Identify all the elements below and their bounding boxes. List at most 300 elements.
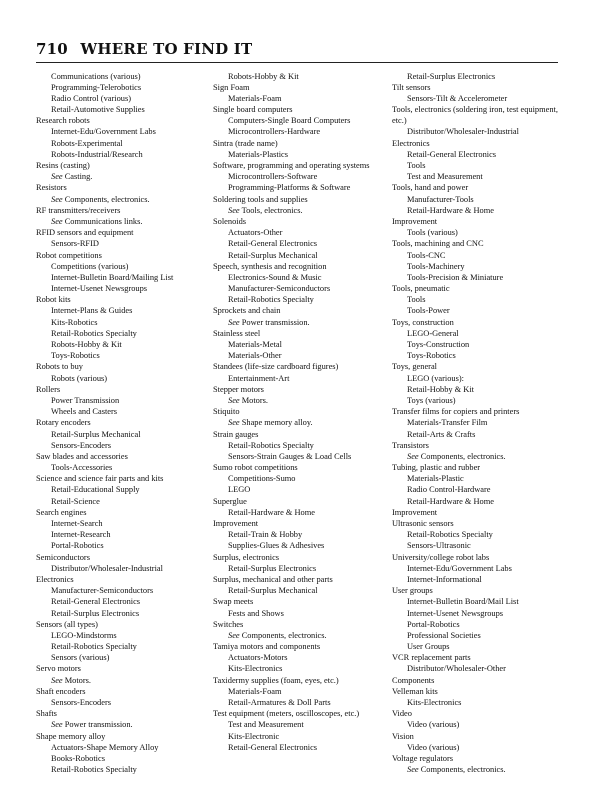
index-entry-text: Power transmission. (64, 720, 133, 730)
index-subentry (392, 719, 572, 730)
index-entry-text: Tools-Machinery (407, 261, 465, 271)
index-entry-text: Retail-Robotics Specialty (51, 328, 137, 338)
see-reference-label: See (51, 675, 63, 685)
index-entry-text: Distributor/Wholesaler-Industrial (407, 127, 519, 137)
index-subentry (36, 406, 216, 417)
see-reference-label: See (228, 317, 240, 327)
see-reference-label: See (51, 172, 63, 182)
index-entry-text: Manufacturer-Semiconductors (228, 284, 331, 294)
index-entry-text: Taxidermy supplies (foam, eyes, etc.) (213, 675, 339, 685)
index-entry-text: VCR replacement parts (392, 653, 471, 663)
see-reference-label: See (51, 194, 63, 204)
index-entry-text: Materials-Plastic (407, 474, 464, 484)
index-entry-text: Shafts (36, 709, 57, 719)
index-subentry (213, 71, 393, 82)
index-subentry (213, 484, 393, 495)
see-reference-label: See (228, 395, 240, 405)
index-subentry (392, 384, 572, 395)
index-entry-text: Soldering tools and supplies (213, 194, 308, 204)
index-subentry (213, 585, 393, 596)
index-subentry (392, 294, 572, 305)
index-entry-text: Sensors-Ultrasonic (407, 541, 471, 551)
index-entry-text: Stepper motors (213, 384, 264, 394)
index-subentry (36, 71, 216, 82)
index-subentry (213, 440, 393, 451)
index-entry-text: Motors. (64, 675, 92, 685)
index-subentry (392, 417, 572, 428)
index-entry-text: User groups (392, 586, 433, 596)
index-entry-text: Retail-Surplus Mechanical (228, 250, 318, 260)
index-entry-text: Toys-Construction (407, 340, 470, 350)
index-entry (213, 619, 393, 630)
index-entry-text: Robots-Industrial/Research (51, 149, 143, 159)
index-entry-text: Tools-Power (407, 306, 450, 316)
index-entry-text: Internet-Research (51, 530, 111, 540)
index-entry-text: Retail-Robotics Specialty (51, 765, 137, 775)
index-entry-text: Solenoids (213, 216, 247, 226)
index-entry-text: Microcontrollers-Software (228, 172, 318, 182)
index-entry-text: Retail-General Electronics (51, 597, 141, 607)
index-entry-text: Tools-Accessories (51, 463, 113, 473)
index-entry-text: Surplus, mechanical and other parts (213, 574, 333, 584)
index-subentry (392, 194, 572, 205)
index-subentry (213, 227, 393, 238)
index-entry (392, 507, 572, 518)
index-subentry (392, 619, 572, 630)
index-subentry (392, 429, 572, 440)
index-entry-text: Robot kits (36, 295, 71, 305)
index-entry-text: Communications links. (64, 216, 143, 226)
index-entry-text: Sign Foam (213, 82, 250, 92)
index-entry (392, 585, 572, 596)
index-entry-text: Actuators-Shape Memory Alloy (51, 742, 159, 752)
index-entry (392, 82, 572, 93)
index-entry (213, 552, 393, 563)
index-subentry (36, 305, 216, 316)
index-entry (36, 115, 216, 126)
index-entry-text: RF transmitters/receivers (36, 205, 121, 215)
index-entry (36, 294, 216, 305)
index-subentry (213, 283, 393, 294)
index-entry-text: Retail-Surplus Electronics (228, 563, 317, 573)
index-entry-text: Improvement (392, 507, 438, 517)
index-subentry (392, 272, 572, 283)
index-entry-text: Single board computers (213, 105, 293, 115)
index-subentry (392, 663, 572, 674)
index-entry-text: Retail-Armatures & Doll Parts (228, 698, 331, 708)
index-entry-text: Retail-Surplus Mechanical (228, 586, 318, 596)
index-entry-text: Internet-Edu/Government Labs (51, 127, 156, 137)
index-subentry (36, 585, 216, 596)
page-number: 710 (36, 40, 68, 58)
index-entry (213, 160, 381, 171)
index-entry (213, 328, 393, 339)
index-entry (36, 507, 216, 518)
index-entry-text: Kits-Electronic (228, 731, 280, 741)
index-entry-text: Communications (various) (51, 71, 141, 81)
index-entry (392, 406, 572, 417)
index-subentry (36, 484, 216, 495)
index-subentry (392, 261, 572, 272)
index-entry-text: Servo motors (36, 664, 81, 674)
index-subentry (36, 395, 216, 406)
index-subentry (392, 250, 572, 261)
index-entry-text: Toys-Robotics (51, 351, 100, 361)
index-entry-text: Swap meets (213, 597, 254, 607)
index-subentry (392, 742, 572, 753)
index-subentry (213, 608, 393, 619)
index-entry (36, 552, 216, 563)
index-subentry (392, 149, 572, 160)
index-entry-text: Distributor/Wholesaler-Industrial (51, 563, 163, 573)
see-reference-label: See (51, 216, 63, 226)
index-entry (392, 182, 572, 193)
index-entry-text: Internet-Usenet Newsgroups (407, 608, 504, 618)
index-entry (36, 731, 216, 742)
index-entry (392, 216, 572, 227)
index-entry-text: Surplus, electronics (213, 552, 280, 562)
index-subentry (392, 93, 572, 104)
see-reference-label: See (407, 765, 419, 775)
index-entry-text: Robots (various) (51, 373, 108, 383)
index-entry-text: Tamiya motors and components (213, 642, 321, 652)
index-entry-text: Electronics (36, 574, 74, 584)
index-entry-text: Materials-Foam (228, 686, 282, 696)
index-subentry (392, 160, 572, 171)
index-entry-text: University/college robot labs (392, 552, 490, 562)
index-entry-text: Internet-Bulletin Board/Mailing List (51, 272, 174, 282)
index-entry (213, 104, 393, 115)
index-subentry (213, 250, 393, 261)
index-entry-text: Retail-Robotics Specialty (407, 530, 493, 540)
index-subentry (213, 451, 393, 462)
index-entry-text: RFID sensors and equipment (36, 228, 134, 238)
index-subentry (213, 205, 393, 216)
index-subentry (36, 429, 216, 440)
index-entry-text: Stainless steel (213, 328, 261, 338)
index-entry (36, 708, 216, 719)
index-entry (213, 138, 393, 149)
index-entry (213, 708, 381, 719)
index-entry-text: Tools, pneumatic (392, 284, 450, 294)
index-entry-text: Retail-Train & Hobby (228, 530, 303, 540)
index-entry-text: Computers-Single Board Computers (228, 116, 351, 126)
index-entry-text: Internet-Bulletin Board/Mail List (407, 597, 519, 607)
index-subentry (392, 563, 572, 574)
index-entry (392, 652, 572, 663)
index-entry-text: Toys, general (392, 362, 437, 372)
index-entry (36, 205, 216, 216)
index-entry-text: Search engines (36, 507, 87, 517)
index-subentry (213, 563, 393, 574)
index-subentry (36, 753, 216, 764)
index-subentry (36, 630, 216, 641)
index-entry (36, 663, 216, 674)
index-entry-text: Electronics-Sound & Music (228, 272, 322, 282)
index-subentry (213, 294, 393, 305)
index-subentry (213, 339, 393, 350)
index-subentry (36, 518, 216, 529)
index-subentry (213, 686, 393, 697)
index-entry-text: Rollers (36, 384, 61, 394)
index-entry-text: Retail-Hobby & Kit (407, 384, 474, 394)
index-entry-text: Components, electronics. (241, 630, 327, 640)
index-entry-text: Voltage regulators (392, 753, 454, 763)
index-subentry (36, 317, 216, 328)
index-entry-text: Portal-Robotics (407, 619, 460, 629)
index-entry (36, 574, 216, 585)
index-subentry (213, 540, 393, 551)
index-entry-text: Radio Control-Hardware (407, 485, 491, 495)
index-entry-text: Materials-Other (228, 351, 282, 361)
index-entry (36, 227, 216, 238)
index-entry (392, 675, 572, 686)
index-entry-text: Video (various) (407, 742, 460, 752)
index-entry-text: LEGO (various): (407, 373, 464, 383)
index-subentry (392, 764, 572, 775)
index-entry-text: Retail-Robotics Specialty (228, 440, 314, 450)
index-subentry (36, 138, 216, 149)
index-entry-text: Retail-General Electronics (228, 239, 318, 249)
index-entry (392, 462, 572, 473)
index-column-3 (392, 71, 572, 776)
index-subentry (213, 652, 393, 663)
index-entry (213, 675, 393, 686)
index-subentry (392, 227, 572, 238)
index-subentry (213, 395, 393, 406)
index-subentry (392, 540, 572, 551)
index-entry-text: Kits-Electronics (228, 664, 283, 674)
index-entry-text: Tilt sensors (392, 82, 431, 92)
index-entry-text: Strain gauges (213, 429, 259, 439)
index-subentry (213, 630, 393, 641)
index-subentry (36, 126, 216, 137)
index-subentry (36, 194, 216, 205)
index-subentry (213, 115, 393, 126)
index-column-2 (213, 71, 393, 753)
index-subentry (213, 182, 393, 193)
index-subentry (36, 272, 216, 283)
index-entry-text: Sensors-RFID (51, 239, 99, 249)
index-subentry (36, 496, 216, 507)
index-subentry (213, 529, 393, 540)
index-subentry (392, 328, 572, 339)
index-subentry (36, 440, 216, 451)
index-entry-text: Tools, electronics (soldering iron, test equipment, etc.) (392, 105, 558, 126)
index-entry-text: Software, programming and operating systems (213, 161, 370, 170)
index-entry-text: Retail-Robotics Specialty (228, 295, 314, 305)
index-entry-text: Tools-Precision & Miniature (407, 272, 504, 282)
index-subentry (36, 339, 216, 350)
index-subentry (213, 373, 393, 384)
index-entry (36, 619, 216, 630)
index-entry-text: Sensors-Encoders (51, 440, 112, 450)
index-subentry (392, 496, 572, 507)
index-entry-text: Speech, synthesis and recognition (213, 261, 327, 271)
index-entry-text: Materials-Transfer Film (407, 418, 488, 428)
index-subentry (213, 697, 393, 708)
index-entry (213, 462, 393, 473)
index-entry (392, 518, 572, 529)
index-entry-text: Sumo robot competitions (213, 463, 298, 473)
index-entry (392, 708, 572, 719)
index-entry-text: LEGO-Mindstorms (51, 630, 117, 640)
index-entry (392, 138, 572, 149)
index-entry (36, 160, 216, 171)
index-entry (213, 261, 393, 272)
index-entry-text: Internet-Search (51, 519, 103, 528)
index-entry-text: Video (392, 709, 412, 719)
index-entry-text: Actuators-Motors (228, 653, 288, 663)
index-entry-text: Components, electronics. (420, 765, 506, 775)
index-entry-text: Power Transmission (51, 395, 120, 405)
index-entry-text: Internet-Usenet Newsgroups (51, 284, 148, 294)
index-entry (213, 429, 393, 440)
index-entry-text: Rotary encoders (36, 418, 91, 428)
index-subentry (36, 373, 216, 384)
index-entry-text: Saw blades and accessories (36, 451, 128, 461)
index-entry-text: Components, electronics. (64, 194, 150, 204)
index-entry-text: Tools (various) (407, 228, 458, 238)
index-entry (36, 384, 216, 395)
index-entry-text: Robots to buy (36, 362, 83, 372)
index-subentry (36, 529, 216, 540)
index-subentry (36, 608, 216, 619)
index-subentry (392, 126, 572, 137)
index-entry-text: Internet-Edu/Government Labs (407, 563, 512, 573)
index-subentry (213, 663, 393, 674)
index-subentry (36, 283, 216, 294)
see-reference-label: See (228, 630, 240, 640)
index-entry-text: Robots-Hobby & Kit (51, 340, 122, 349)
index-entry (392, 753, 572, 764)
index-entry (392, 361, 572, 372)
index-subentry (36, 171, 216, 182)
index-subentry (392, 596, 572, 607)
index-entry-text: Programming-Platforms & Software (228, 183, 351, 193)
index-subentry (36, 675, 216, 686)
index-subentry (392, 529, 572, 540)
index-entry-text: Research robots (36, 116, 90, 126)
index-entry-text: Radio Control (various) (51, 93, 132, 103)
index-entry-text: Internet-Informational (407, 574, 482, 584)
index-entry-text: Actuators-Other (228, 228, 283, 238)
index-entry-text: Kits-Robotics (51, 317, 98, 327)
index-entry-text: Motors. (241, 395, 269, 405)
index-entry (392, 283, 572, 294)
index-subentry (213, 731, 393, 742)
index-subentry (213, 742, 393, 753)
index-entry (36, 686, 216, 697)
index-subentry (36, 238, 216, 249)
index-subentry (36, 596, 216, 607)
see-reference-label: See (407, 451, 419, 461)
index-entry (213, 305, 393, 316)
index-entry-text: Video (various) (407, 720, 460, 730)
index-subentry (36, 328, 216, 339)
index-entry-text: Retail-Surplus Electronics (407, 71, 496, 81)
index-entry-text: Sintra (trade name) (213, 138, 278, 148)
index-entry-text: Toys (various) (407, 395, 456, 405)
index-subentry (213, 473, 393, 484)
index-entry-text: Tools, machining and CNC (392, 239, 484, 249)
index-entry (392, 104, 560, 126)
index-entry-text: User Groups (407, 642, 450, 652)
index-subentry (213, 719, 393, 730)
index-entry-text: Retail-Robotics Specialty (51, 642, 137, 652)
index-entry (213, 574, 393, 585)
index-subentry (36, 764, 216, 775)
index-entry-text: Resins (casting) (36, 161, 90, 170)
index-subentry (392, 395, 572, 406)
index-subentry (36, 697, 216, 708)
index-subentry (392, 71, 572, 82)
index-entry (392, 238, 572, 249)
index-entry-text: Stiquito (213, 407, 240, 417)
index-entry-text: Toys-Robotics (407, 351, 456, 361)
index-entry-text: Ultrasonic sensors (392, 519, 454, 529)
index-entry-text: Kits-Electronics (407, 698, 462, 708)
index-entry-text: Vision (392, 731, 414, 741)
index-subentry (213, 317, 393, 328)
index-entry-text: Tools (407, 161, 426, 171)
index-entry-text: Test equipment (meters, oscilloscopes, etc.) (213, 709, 360, 719)
index-entry-text: Supplies-Glues & Adhesives (228, 541, 325, 551)
index-entry-text: Sensors (all types) (36, 619, 98, 629)
index-subentry (213, 272, 393, 283)
index-entry-text: Casting. (64, 172, 93, 182)
index-subentry (36, 652, 216, 663)
index-entry (392, 440, 572, 451)
index-entry-text: Standees (life-size cardboard figures) (213, 362, 339, 372)
index-entry-text: Manufacturer-Semiconductors (51, 586, 154, 596)
index-entry-text: Velleman kits (392, 686, 438, 696)
index-entry (213, 82, 393, 93)
index-entry (213, 194, 393, 205)
index-entry (392, 686, 572, 697)
index-subentry (392, 373, 572, 384)
index-subentry (36, 149, 216, 160)
index-entry-text: Sensors-Encoders (51, 698, 112, 707)
index-entry-text: Materials-Foam (228, 93, 282, 103)
index-subentry (36, 93, 216, 104)
index-entry-text: Materials-Plastics (228, 149, 289, 159)
index-entry-text: Microcontrollers-Hardware (228, 127, 321, 137)
index-subentry (36, 104, 216, 115)
index-entry-text: Programming-Telerobotics (51, 82, 142, 92)
index-subentry (36, 462, 216, 473)
index-subentry (392, 630, 572, 641)
index-subentry (213, 93, 393, 104)
index-entry-text: Sprockets and chain (213, 306, 281, 316)
index-subentry (392, 339, 572, 350)
index-entry-text: Tubing, plastic and rubber (392, 463, 481, 473)
index-entry-text: Wheels and Casters (51, 407, 118, 417)
index-subentry (36, 742, 216, 753)
index-entry-text: Internet-Plans & Guides (51, 306, 133, 316)
index-entry (392, 317, 572, 328)
index-entry (213, 384, 393, 395)
index-entry-text: Retail-Hardware & Home (407, 496, 494, 506)
see-reference-label: See (228, 418, 240, 428)
index-entry (36, 182, 216, 193)
index-entry-text: Science and science fair parts and kits (36, 474, 164, 484)
index-entry-text: Retail-Hardware & Home (407, 205, 494, 215)
index-entry (36, 250, 216, 261)
index-entry-text: Retail-General Electronics (407, 149, 497, 159)
index-entry-text: Components, electronics. (420, 451, 506, 461)
index-entry-text: Semiconductors (36, 552, 90, 562)
